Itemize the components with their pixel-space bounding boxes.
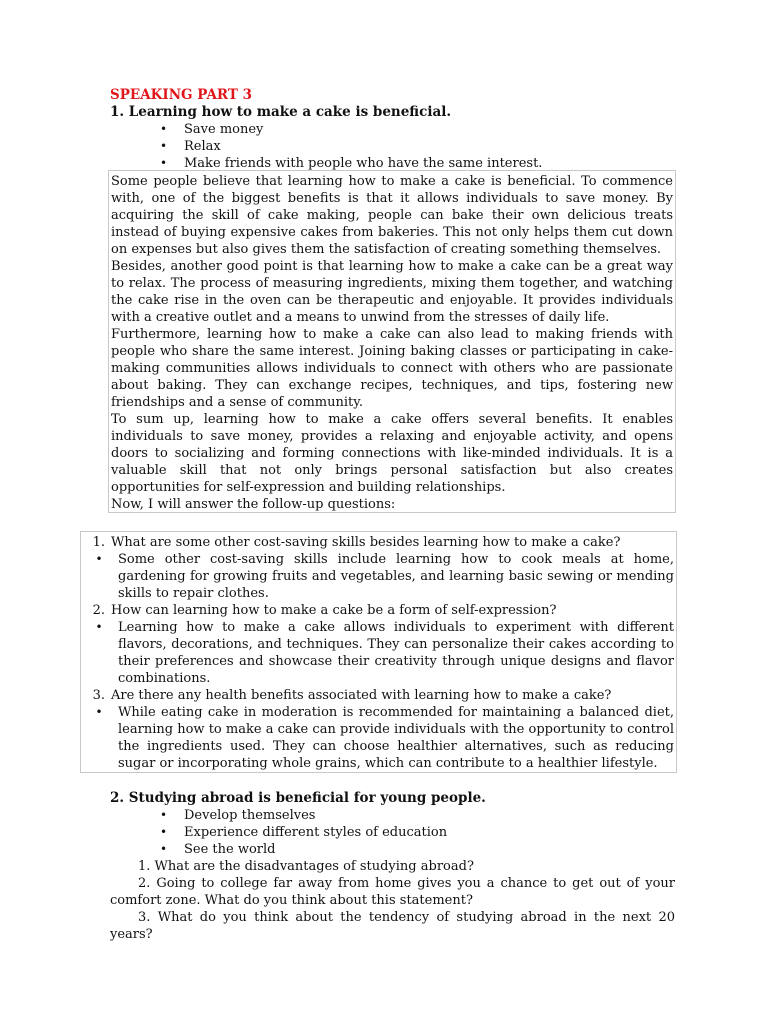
bullet-dot-icon: • [95, 705, 103, 719]
section-heading: SPEAKING PART 3 [110, 87, 253, 103]
question-number: 3. [92, 688, 105, 703]
follow-up-questions-box [80, 531, 677, 773]
bullet-item: • Relax [160, 138, 542, 155]
question-text: What are some other cost-saving skills besides learning how to make a cake? [111, 535, 621, 550]
bullet-item: • Save money [160, 121, 542, 138]
topic-2-question: 3. What do you think about the tendency of studying abroad in the next 20 years? [110, 910, 675, 942]
bullet-item: • See the world [160, 841, 447, 858]
answer-paragraph: Some people believe that learning how to make a cake is beneficial. To commence with, one of the biggest benefits is that it allows individuals to save money. By acquiring the skill of cake making, people can bake their own delicious treats instead of buying expensive cakes from bakeries. This not only helps them cut down on expenses but also gives them the satisfaction of creating something themselves. [111, 174, 673, 257]
answer-paragraph: Now, I will answer the follow-up questions: [111, 497, 396, 512]
bullet-item: • Develop themselves [160, 807, 447, 824]
topic-2-question: 2. Going to college far away from home gives you a chance to get out of your comfort zone. What do you think about this statement? [110, 876, 675, 908]
answer-paragraph: Besides, another good point is that learning how to make a cake can be a great way to relax. The process of measuring ingredients, mixing them together, and watching the cake rise in the oven can be therapeutic and enjoyable. It provides individuals with a creative outlet and a means to unwind from the stresses of daily life. [111, 259, 673, 325]
bullet-dot-icon: • [95, 552, 103, 566]
follow-up-question [81, 687, 674, 704]
follow-up-answer [81, 551, 674, 602]
follow-up-answer [81, 619, 674, 687]
follow-up-question [81, 602, 674, 619]
answer-text: Some other cost-saving skills include learning how to cook meals at home, gardening for growing fruits and vegetables, and learning basic sewing or mending skills to repair clothes. [118, 552, 674, 601]
question-text: How can learning how to make a cake be a form of self-expression? [111, 603, 557, 618]
bullet-item: • Make friends with people who have the same interest. [160, 155, 542, 172]
bullet-item: • Experience different styles of education [160, 824, 447, 841]
question-number: 1. [92, 535, 105, 550]
answer-text: While eating cake in moderation is recommended for maintaining a balanced diet, learning how to make a cake can provide individuals with the opportunity to control the ingredients used. They can choose healthier alternatives, such as reducing sugar or incorporating whole grains, which can contribute to a healthier lifestyle. [118, 705, 674, 771]
topic-1-bullet-list [160, 121, 542, 172]
answer-text: Learning how to make a cake allows individuals to experiment with different flavors, decorations, and techniques. They can personalize their cakes according to their preferences and showcase their creativity through unique designs and flavor combinations. [118, 620, 674, 686]
topic-2-bullet-list [160, 807, 447, 858]
topic-2-title: 2. Studying abroad is beneficial for young people. [110, 790, 486, 806]
bullet-dot-icon: • [95, 620, 103, 634]
topic-1-title: 1. Learning how to make a cake is beneficial. [110, 104, 452, 120]
question-text: Are there any health benefits associated with learning how to make a cake? [111, 688, 612, 703]
follow-up-question [81, 534, 674, 551]
model-answer-box [108, 170, 676, 513]
answer-paragraph: To sum up, learning how to make a cake offers several benefits. It enables individuals to save money, provides a relaxing and enjoyable activity, and opens doors to socializing and forming connections with like-minded individuals. It is a valuable skill that not only brings personal satisfaction but also creates opportunities for self-expression and building relationships. [111, 412, 673, 495]
topic-2-question: 1. What are the disadvantages of studying abroad? [138, 859, 474, 874]
question-number: 2. [92, 603, 105, 618]
answer-paragraph: Furthermore, learning how to make a cake can also lead to making friends with people who share the same interest. Joining baking classes or participating in cake-making communities allows individuals to connect with others who are passionate about baking. They can exchange recipes, techniques, and tips, fostering new friendships and a sense of community. [111, 327, 673, 410]
follow-up-answer [81, 704, 674, 772]
